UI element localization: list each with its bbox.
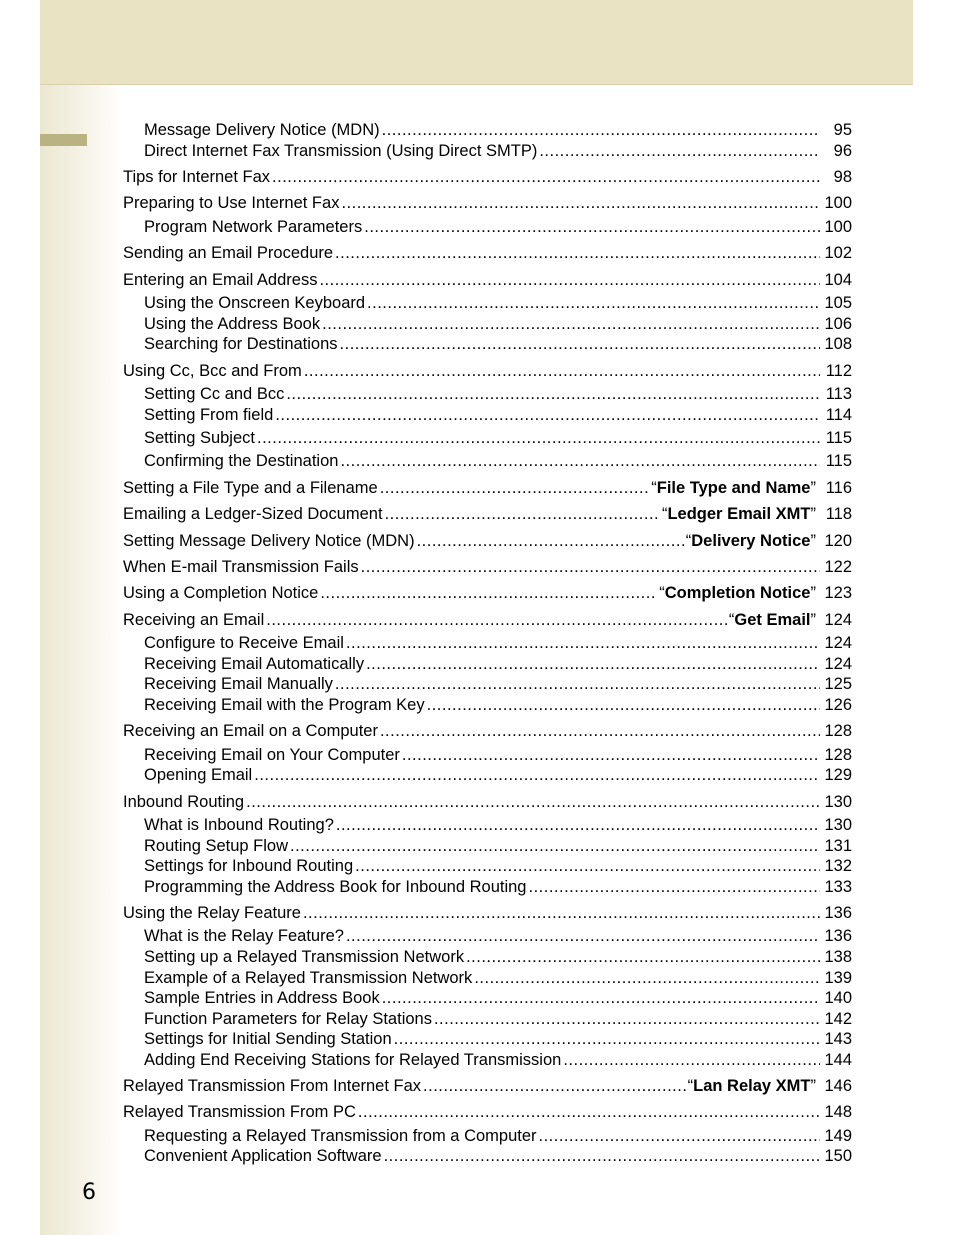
toc-dot-leader (346, 632, 820, 654)
toc-subentry (144, 744, 852, 766)
toc-page-number: 128 (824, 746, 852, 764)
toc-entry-title: Adding End Receiving Stations for Relayed Transmission (144, 1051, 562, 1069)
toc-entry (123, 530, 852, 552)
toc-dot-leader (364, 216, 820, 238)
toc-entry (123, 556, 852, 578)
toc-entry-title: Direct Internet Fax Transmission (Using Direct SMTP) (144, 142, 538, 160)
toc-subentry (144, 855, 852, 877)
toc-entry-title: Using the Relay Feature (123, 904, 301, 922)
toc-dot-leader (341, 192, 820, 214)
toc-entry-title: Entering an Email Address (123, 271, 318, 289)
toc-subentry (144, 967, 852, 989)
toc-page-number: 148 (824, 1103, 852, 1121)
toc-dot-leader (528, 876, 820, 898)
toc-entry (123, 1101, 852, 1123)
toc-subentry (144, 632, 852, 654)
toc-dot-leader (539, 1125, 820, 1147)
toc-entry-title: What is Inbound Routing? (144, 816, 334, 834)
toc-subentry (144, 814, 852, 836)
toc-page-number: 104 (824, 271, 852, 289)
toc-subentry (144, 1145, 852, 1167)
toc-dot-leader (340, 333, 820, 355)
toc-dot-leader (272, 166, 820, 188)
toc-entry-title: Sending an Email Procedure (123, 244, 334, 262)
toc-page-number: 142 (824, 1010, 852, 1028)
toc-entry (123, 166, 852, 188)
toc-function-key-label: Ledger Email XMT (667, 505, 811, 523)
toc-entry-title: Routing Setup Flow (144, 837, 288, 855)
toc-entry (123, 902, 852, 924)
toc-function-key-label: Completion Notice (664, 584, 811, 602)
toc-page-number: 149 (824, 1127, 852, 1145)
toc-subentry (144, 1028, 852, 1050)
toc-entry-title: Opening Email (144, 766, 253, 784)
toc-function-key: “Ledger Email XMT” (661, 505, 816, 523)
header-divider (40, 84, 913, 85)
toc-subentry (144, 946, 852, 968)
toc-page-number: 102 (824, 244, 852, 262)
toc-entry-title: Setting From field (144, 406, 274, 424)
toc-dot-leader (246, 791, 820, 813)
toc-dot-leader (335, 673, 820, 695)
toc-entry (123, 503, 852, 525)
toc-page-number: 116 (825, 479, 852, 497)
toc-entry-title: Tips for Internet Fax (123, 168, 271, 186)
toc-entry (123, 720, 852, 742)
toc-entry-title: Requesting a Relayed Transmission from a Computer (144, 1127, 537, 1145)
toc-entry (123, 1075, 852, 1097)
toc-entry-title: Programming the Address Book for Inbound Routing (144, 878, 527, 896)
toc-entry-title: Using the Onscreen Keyboard (144, 294, 366, 312)
toc-entry-title: Setting Cc and Bcc (144, 385, 285, 403)
toc-page-number: 113 (825, 385, 852, 403)
toc-entry (123, 791, 852, 813)
toc-page-number: 146 (824, 1077, 852, 1095)
toc-dot-leader (322, 313, 820, 335)
toc-entry-title: Setting up a Relayed Transmission Network (144, 948, 465, 966)
toc-dot-leader (346, 925, 820, 947)
toc-entry-title: What is the Relay Feature? (144, 927, 344, 945)
toc-dot-leader (254, 764, 820, 786)
toc-dot-leader (303, 902, 820, 924)
toc-page-number: 140 (824, 989, 852, 1007)
toc-subentry (144, 694, 852, 716)
toc-entry (123, 269, 852, 291)
toc-page-number: 98 (833, 168, 852, 186)
toc-entry-title: Using Cc, Bcc and From (123, 362, 302, 380)
toc-subentry (144, 313, 852, 335)
toc-subentry (144, 653, 852, 675)
toc-entry-title: Inbound Routing (123, 793, 245, 811)
toc-entry-title: Relayed Transmission From PC (123, 1103, 356, 1121)
toc-subentry (144, 333, 852, 355)
toc-page-number: 133 (824, 878, 852, 896)
toc-subentry (144, 764, 852, 786)
toc-page-number: 115 (825, 452, 852, 470)
toc-page-number: 132 (824, 857, 852, 875)
toc-function-key: “File Type and Name” (651, 479, 816, 497)
toc-page-number: 136 (824, 904, 852, 922)
toc-page-number: 120 (824, 532, 852, 550)
toc-page-number: 129 (824, 766, 852, 784)
toc-dot-leader (320, 582, 657, 604)
toc-page-number: 124 (824, 611, 852, 629)
toc-page-number: 128 (824, 722, 852, 740)
toc-dot-leader (336, 814, 820, 836)
toc-page-number: 95 (833, 121, 852, 139)
toc-subentry (144, 673, 852, 695)
toc-page-number: 105 (824, 294, 852, 312)
toc-page-number: 100 (824, 194, 852, 212)
toc-page-number: 96 (833, 142, 852, 160)
toc-entry-title: Preparing to Use Internet Fax (123, 194, 340, 212)
toc-dot-leader (539, 140, 820, 162)
toc-entry-title: Setting Message Delivery Notice (MDN) (123, 532, 415, 550)
toc-page-number: 106 (824, 315, 852, 333)
toc-function-key-label: Get Email (734, 611, 811, 629)
toc-entry-title: Settings for Initial Sending Station (144, 1030, 392, 1048)
toc-entry-title: Function Parameters for Relay Stations (144, 1010, 432, 1028)
toc-subentry (144, 450, 852, 472)
section-tab-marker (40, 134, 87, 146)
toc-dot-leader (385, 503, 660, 525)
toc-function-key: “Lan Relay XMT” (687, 1077, 816, 1095)
toc-dot-leader (257, 427, 820, 449)
toc-dot-leader (474, 967, 820, 989)
toc-page-number: 136 (824, 927, 852, 945)
toc-dot-leader (423, 1075, 686, 1097)
toc-dot-leader (563, 1049, 820, 1071)
toc-subentry (144, 876, 852, 898)
toc-dot-leader (304, 360, 820, 382)
toc-dot-leader (427, 694, 820, 716)
toc-dot-leader (434, 1008, 820, 1030)
toc-entry-title: Relayed Transmission From Internet Fax (123, 1077, 422, 1095)
toc-subentry (144, 427, 852, 449)
toc-subentry (144, 1008, 852, 1030)
toc-page-number: 150 (824, 1147, 852, 1165)
toc-dot-leader (286, 383, 820, 405)
toc-dot-leader (382, 987, 820, 1009)
toc-dot-leader (384, 1145, 820, 1167)
toc-entry (123, 582, 852, 604)
toc-page-number: 143 (824, 1030, 852, 1048)
toc-page-number: 118 (825, 505, 852, 523)
toc-dot-leader (335, 242, 820, 264)
toc-dot-leader (319, 269, 820, 291)
toc-subentry (144, 1049, 852, 1071)
toc-entry-title: Receiving an Email (123, 611, 265, 629)
page-number: 6 (82, 1180, 96, 1205)
toc-page-number: 130 (824, 816, 852, 834)
toc-subentry (144, 925, 852, 947)
toc-page-number: 126 (824, 696, 852, 714)
toc-entry-title: Settings for Inbound Routing (144, 857, 354, 875)
toc-entry-title: Example of a Relayed Transmission Network (144, 969, 473, 987)
toc-entry-title: Using the Address Book (144, 315, 321, 333)
toc-page-number: 124 (824, 655, 852, 673)
toc-entry-title: Setting Subject (144, 429, 255, 447)
toc-page-number: 112 (825, 362, 852, 380)
toc-subentry (144, 987, 852, 1009)
toc-dot-leader (366, 653, 820, 675)
toc-page-number: 131 (824, 837, 852, 855)
toc-subentry (144, 383, 852, 405)
toc-page-number: 115 (825, 429, 852, 447)
toc-dot-leader (266, 609, 727, 631)
toc-dot-leader (361, 556, 820, 578)
toc-entry (123, 609, 852, 631)
toc-entry (123, 360, 852, 382)
toc-entry-title: Convenient Application Software (144, 1147, 382, 1165)
toc-page-number: 139 (824, 969, 852, 987)
toc-entry-title: Message Delivery Notice (MDN) (144, 121, 380, 139)
toc-dot-leader (290, 835, 820, 857)
toc-entry-title: Setting a File Type and a Filename (123, 479, 378, 497)
toc-dot-leader (367, 292, 820, 314)
header-band (40, 0, 913, 84)
toc-entry-title: Using a Completion Notice (123, 584, 319, 602)
toc-page-number: 100 (824, 218, 852, 236)
toc-subentry (144, 404, 852, 426)
toc-entry-title: Receiving an Email on a Computer (123, 722, 378, 740)
toc-subentry (144, 1125, 852, 1147)
toc-dot-leader (417, 530, 684, 552)
toc-dot-leader (382, 119, 820, 141)
toc-entry (123, 242, 852, 264)
toc-subentry (144, 216, 852, 238)
toc-subentry (144, 835, 852, 857)
toc-dot-leader (358, 1101, 820, 1123)
toc-dot-leader (402, 744, 820, 766)
toc-function-key: “Completion Notice” (659, 584, 816, 602)
toc-function-key-label: File Type and Name (656, 479, 811, 497)
toc-dot-leader (340, 450, 820, 472)
toc-entry-title: Emailing a Ledger-Sized Document (123, 505, 383, 523)
toc-function-key: “Delivery Notice” (685, 532, 816, 550)
toc-page-number: 124 (824, 634, 852, 652)
toc-page-number: 144 (824, 1051, 852, 1069)
toc-function-key-label: Delivery Notice (691, 532, 811, 550)
toc-entry (123, 477, 852, 499)
toc-page-number: 138 (824, 948, 852, 966)
toc-function-key: “Get Email” (728, 611, 816, 629)
toc-dot-leader (380, 477, 650, 499)
toc-page-number: 130 (824, 793, 852, 811)
toc-subentry (144, 292, 852, 314)
toc-entry-title: Configure to Receive Email (144, 634, 344, 652)
toc-dot-leader (380, 720, 820, 742)
toc-entry-title: Receiving Email Automatically (144, 655, 365, 673)
toc-entry-title: Confirming the Destination (144, 452, 339, 470)
toc-entry (123, 192, 852, 214)
toc-page-number: 122 (824, 558, 852, 576)
toc-entry-title: Receiving Email with the Program Key (144, 696, 425, 714)
toc-page-number: 125 (824, 675, 852, 693)
toc-dot-leader (394, 1028, 820, 1050)
toc-entry-title: Receiving Email on Your Computer (144, 746, 400, 764)
toc-page-number: 114 (825, 406, 852, 424)
toc-page-number: 123 (824, 584, 852, 602)
toc-subentry (144, 140, 852, 162)
toc-dot-leader (466, 946, 820, 968)
toc-dot-leader (355, 855, 820, 877)
toc-entry-title: When E-mail Transmission Fails (123, 558, 359, 576)
toc-entry-title: Searching for Destinations (144, 335, 338, 353)
toc-entry-title: Program Network Parameters (144, 218, 363, 236)
toc-function-key-label: Lan Relay XMT (693, 1077, 811, 1095)
toc-entry-title: Sample Entries in Address Book (144, 989, 380, 1007)
toc-entry-title: Receiving Email Manually (144, 675, 333, 693)
toc-subentry (144, 119, 852, 141)
toc-dot-leader (275, 404, 820, 426)
toc-page-number: 108 (824, 335, 852, 353)
left-margin-band (40, 84, 122, 1235)
